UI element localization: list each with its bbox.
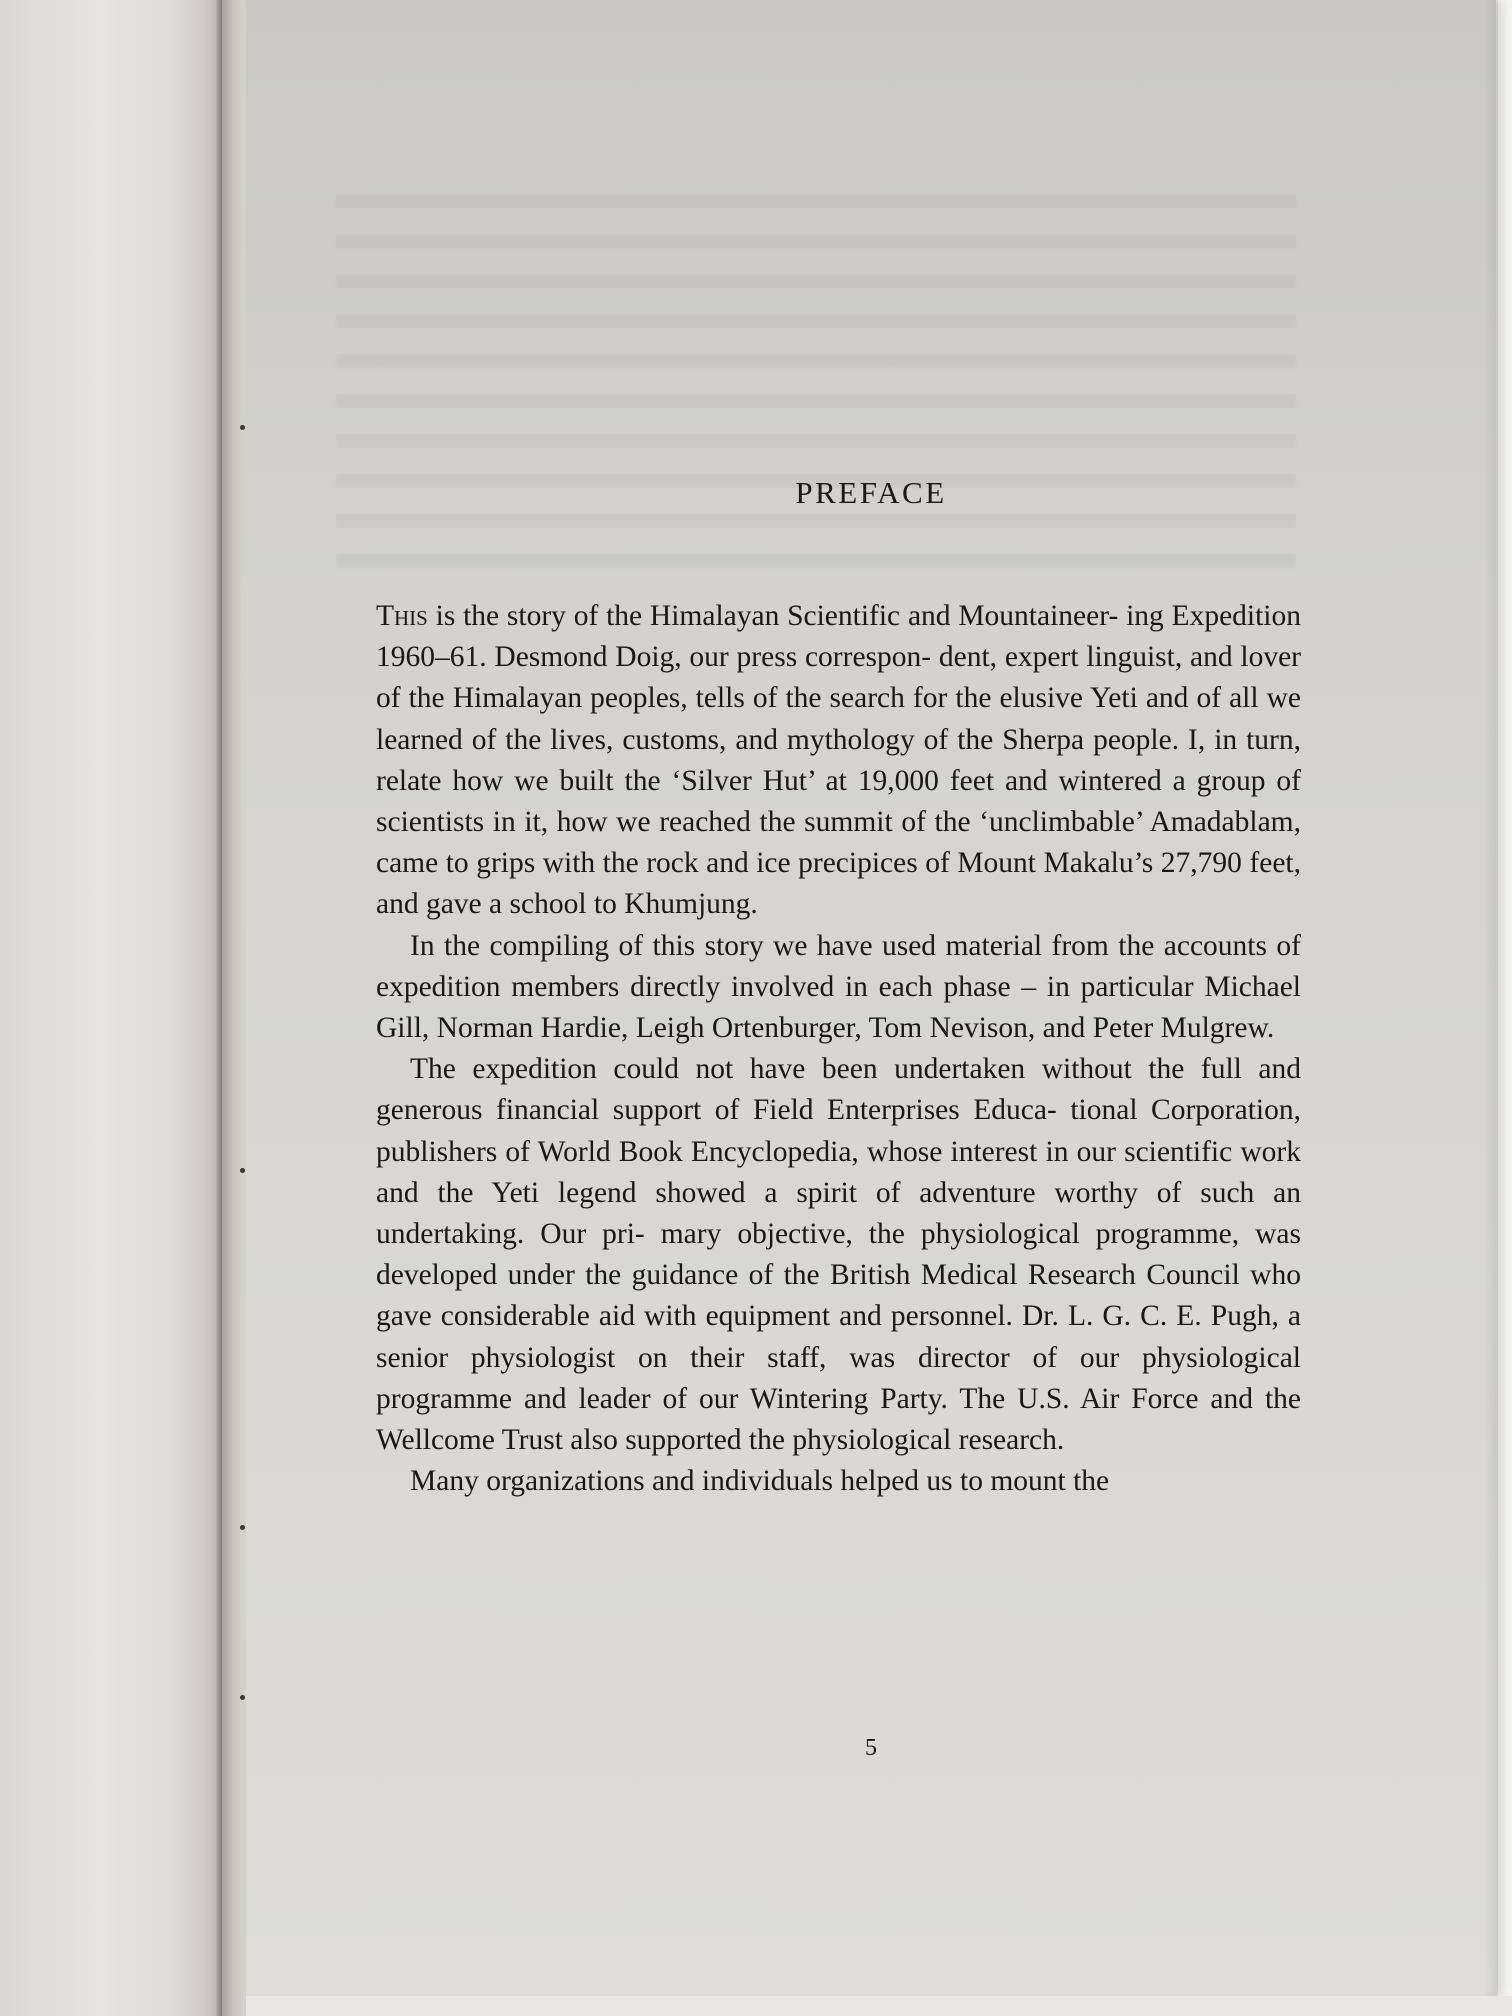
paragraph-1-text: is the story of the Himalayan Scientific and Mountaineer- ing Expedition 1960–61. Desmond Doig, our press correspon- dent, expert linguist, and lover of the Himalayan peoples, tells of the search for the elusive Yeti and of all we learned of the lives, customs, and mythology of the Sherpa people. I, in turn, relate how we built the ‘Silver Hut’ at 19,000 feet and wintered a group of scientists in it, how we reached the summit of the ‘unclimbable’ Amadablam, came to grips with the rock and ice precipices of Mount Makalu’s 27,790 feet, and gave a school to Khumjung.	[376, 600, 1301, 921]
reverse-side-show-through	[336, 140, 1296, 594]
paragraph-2: In the compiling of this story we have used material from the accounts of expedition members directly involved in each phase – in particular Michael Gill, Norman Hardie, Leigh Ortenburger, Tom Nevison, and Peter Mulgrew.	[376, 929, 1301, 1045]
binding-stitch	[240, 1695, 245, 1700]
book-page	[246, 0, 1496, 1996]
binding-stitch	[240, 1168, 245, 1173]
drop-word: This	[376, 600, 428, 632]
binding-stitch	[240, 425, 245, 430]
left-facing-page	[0, 0, 222, 2016]
paragraph-1	[376, 596, 1301, 926]
binding-stitch	[240, 1525, 245, 1530]
background-surface	[246, 1996, 1512, 2016]
paragraph-4: Many organizations and individuals helped us to mount the	[410, 1465, 1110, 1498]
preface-text	[376, 596, 1301, 1502]
page-title: PREFACE	[795, 475, 947, 510]
page-number: 5	[865, 1735, 877, 1761]
paragraph-3: The expedition could not have been undertaken without the full and generous financial support of Field Enterprises Educa- tional Corporation, publishers of World Book Encyclopedia, whose interest in our scientific work and the Yeti legend showed a spirit of adventure worthy of such an undertaking. Our pri- mary objective, the physiological programme, was developed under the guidance of the British Medical Research Council who gave considerable aid with equipment and personnel. Dr. L. G. C. E. Pugh, a senior physiologist on their staff, was director of our physiological programme and leader of our Wintering Party. The U.S. Air Force and the Wellcome Trust also supported the physiological research.	[376, 1053, 1301, 1457]
